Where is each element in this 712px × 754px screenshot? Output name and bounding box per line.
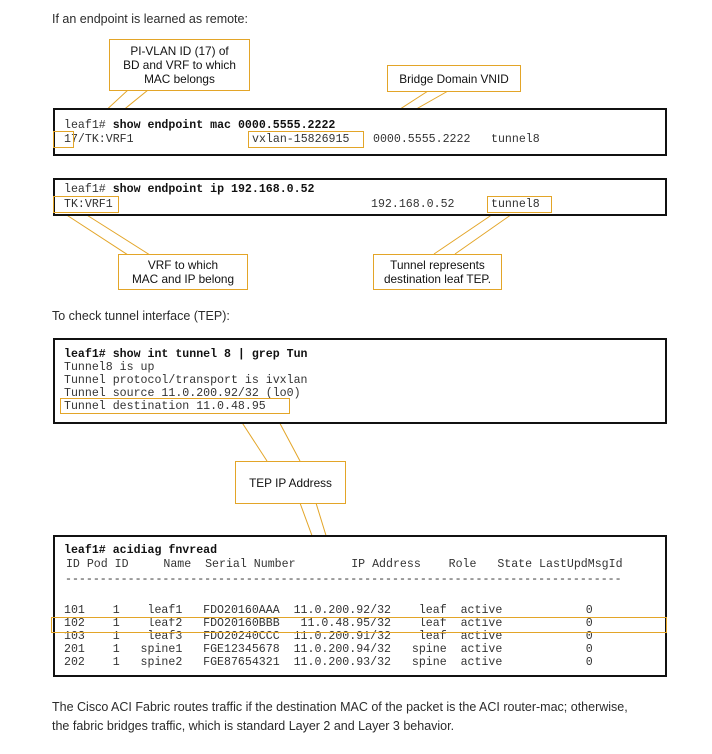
table-separator: --------------------------------------------------------------------------------	[65, 573, 622, 586]
vrf-value: /TK:VRF1	[77, 133, 134, 146]
footer-text	[52, 698, 628, 736]
highlight-vrf	[53, 196, 119, 213]
command-text: leaf1# acidiag fnvread	[64, 544, 218, 557]
highlight-tunnel-destination	[60, 398, 290, 414]
pointer-vrf	[62, 212, 150, 255]
callout-tep-ip: TEP IP Address	[235, 461, 346, 504]
callout-tunnel-line1: Tunnel represents	[390, 258, 485, 272]
highlight-tunnel	[487, 196, 552, 213]
mac-value: 0000.5555.2222	[373, 133, 471, 146]
callout-pi-vlan	[109, 39, 250, 91]
table-row: 201 1 spine1 FGE12345678 11.0.200.94/32 spine active 0	[64, 643, 593, 656]
table-row: 202 1 spine2 FGE87654321 11.0.200.93/32 spine active 0	[64, 656, 593, 669]
table-header: ID Pod ID Name Serial Number IP Address Role State LastUpdMsgId	[59, 558, 623, 571]
terminal-command-line	[64, 348, 308, 361]
table-row: 103 1 leaf3 FDO20240CCC 11.0.200.91/32 leaf active 0	[64, 630, 593, 643]
terminal-fnvread	[53, 535, 667, 677]
tunnel-output-line: Tunnel source 11.0.200.92/32 (lo0)	[64, 387, 301, 400]
footer-line-2: the fabric bridges traffic, which is standard Layer 2 and Layer 3 behavior.	[52, 719, 455, 733]
command-text: show endpoint mac 0000.5555.2222	[112, 119, 336, 132]
pointer-tunnel	[434, 212, 515, 254]
terminal-command-line	[64, 183, 314, 196]
ip-value: 192.168.0.52	[371, 198, 455, 211]
interface-value: tunnel8	[491, 198, 540, 211]
tunnel-output-line: Tunnel8 is up	[64, 361, 155, 374]
terminal-int-tunnel	[53, 338, 667, 424]
tunnel-destination-line: Tunnel destination 11.0.48.95	[64, 400, 266, 413]
bd-vnid-value: vxlan-15826915	[252, 133, 350, 146]
tunnel-output-line: Tunnel protocol/transport is ivxlan	[64, 374, 308, 387]
terminal-endpoint-ip	[53, 178, 667, 216]
highlight-pi-vlan	[53, 131, 74, 148]
intro-remote-text: If an endpoint is learned as remote:	[52, 12, 248, 26]
callout-pi-vlan-line1: PI-VLAN ID (17) of	[130, 44, 229, 58]
callout-tunnel	[373, 254, 502, 290]
pi-vlan-value: 17	[64, 133, 78, 146]
interface-value: tunnel8	[491, 133, 540, 146]
callout-vrf-line2: MAC and IP belong	[131, 272, 235, 286]
callout-tunnel-line2: destination leaf TEP.	[383, 272, 492, 286]
prompt: leaf1#	[64, 183, 106, 196]
callout-vrf-line1: VRF to which	[147, 258, 219, 272]
callout-vrf	[118, 254, 248, 290]
highlight-bd-vnid	[248, 131, 364, 148]
callout-pi-vlan-line2: BD and VRF to which	[123, 58, 236, 72]
callout-bd-vnid: Bridge Domain VNID	[387, 65, 521, 92]
table-row: 101 1 leaf1 FDO20160AAA 11.0.200.92/32 leaf active 0	[64, 604, 593, 617]
intro-tunnel-text: To check tunnel interface (TEP):	[52, 309, 230, 323]
command-text: show endpoint ip 192.168.0.52	[112, 183, 315, 196]
endpoint-mac-row	[64, 133, 134, 146]
terminal-endpoint-mac	[53, 108, 667, 156]
prompt: leaf1#	[64, 119, 106, 132]
command-text: leaf1# show int tunnel 8 | grep Tun	[64, 348, 308, 361]
callout-pi-vlan-line3: MAC belongs	[144, 72, 215, 86]
terminal-command-line	[64, 544, 217, 557]
highlight-leaf2-row	[51, 617, 667, 633]
footer-line-1: The Cisco ACI Fabric routes traffic if the destination MAC of the packet is the ACI router-mac; otherwise,	[52, 700, 628, 714]
table-row-highlighted: 102 1 leaf2 FDO20160BBB 11.0.48.95/32 leaf active 0	[64, 617, 593, 630]
vrf-value: TK:VRF1	[64, 198, 113, 211]
